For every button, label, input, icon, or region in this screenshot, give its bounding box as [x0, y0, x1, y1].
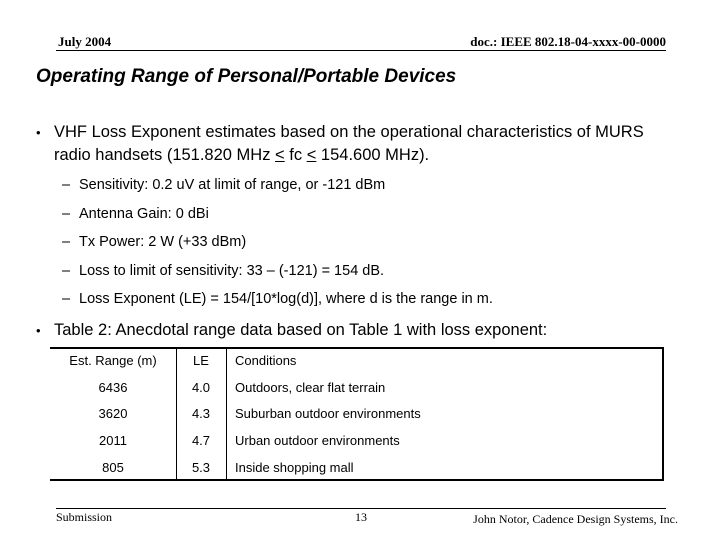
table-cell-le: 4.7 — [191, 433, 211, 448]
table-cell-range: 805 — [102, 460, 124, 475]
sub-bullet-text: Antenna Gain: 0 dBi — [79, 205, 209, 222]
dash-icon: – — [62, 177, 71, 193]
table-column-divider — [226, 347, 227, 479]
table-cell-conditions: Urban outdoor environments — [235, 433, 400, 448]
table-cell-le: 4.3 — [191, 406, 211, 421]
table-top-border — [50, 347, 664, 349]
header-date: July 2004 — [58, 34, 112, 49]
table-cell-range: 3620 — [98, 406, 128, 421]
sub-bullet-text: Loss Exponent (LE) = 154/[10*log(d)], where d is the range in m. — [79, 291, 493, 308]
bullet-table-intro — [36, 319, 547, 342]
table-cell-range: 6436 — [98, 380, 128, 395]
bullet-text — [36, 121, 666, 167]
header-doc-id: doc.: IEEE 802.18-04-xxxx-00-0000 — [470, 34, 666, 49]
bullet-text: Table 2: Anecdotal range data based on Table 1 with loss exponent: — [54, 321, 548, 339]
footer-rule — [56, 508, 666, 509]
dash-icon: – — [62, 205, 71, 222]
dash-icon: – — [62, 291, 71, 308]
bullet-dot-icon: • — [36, 323, 41, 338]
table-header-le: LE — [193, 353, 209, 368]
bullet-vhf-loss — [36, 121, 666, 167]
range-table — [50, 347, 664, 481]
table-cell-conditions: Inside shopping mall — [235, 460, 354, 475]
table-cell-conditions: Suburban outdoor environments — [235, 406, 421, 421]
bullet-text-c: 154.600 MHz). — [316, 146, 430, 164]
sub-bullet-text: Sensitivity: 0.2 uV at limit of range, or -121 dBm — [79, 177, 386, 193]
footer-page-number: 13 — [355, 510, 367, 524]
bullet-dot-icon: • — [36, 125, 41, 140]
bullet-text-a: VHF Loss Exponent estimates based on the operational characteristics of MURS radio handsets (151.820 MHz — [54, 123, 644, 164]
table-header-range: Est. Range (m) — [69, 353, 157, 368]
dash-icon: – — [62, 262, 71, 279]
header-rule — [56, 50, 666, 51]
less-equal-symbol: < — [306, 146, 317, 164]
table-cell-le: 4.0 — [191, 380, 211, 395]
dash-icon: – — [62, 234, 71, 251]
less-equal-symbol: < — [275, 146, 285, 164]
table-cell-range: 2011 — [99, 433, 127, 448]
slide-title: Operating Range of Personal/Portable Devices — [36, 66, 457, 87]
footer-submission: Submission — [56, 510, 113, 524]
sub-bullet-text: Tx Power: 2 W (+33 dBm) — [79, 234, 247, 251]
table-cell-le: 5.3 — [191, 460, 211, 475]
table-header-conditions: Conditions — [235, 353, 297, 368]
bullet-text-b: fc — [284, 146, 307, 164]
sub-bullet-text: Loss to limit of sensitivity: 33 – (-121) = 154 dB. — [79, 262, 385, 279]
footer-author: John Notor, Cadence Design Systems, Inc. — [473, 512, 678, 526]
table-cell-conditions: Outdoors, clear flat terrain — [235, 380, 386, 395]
